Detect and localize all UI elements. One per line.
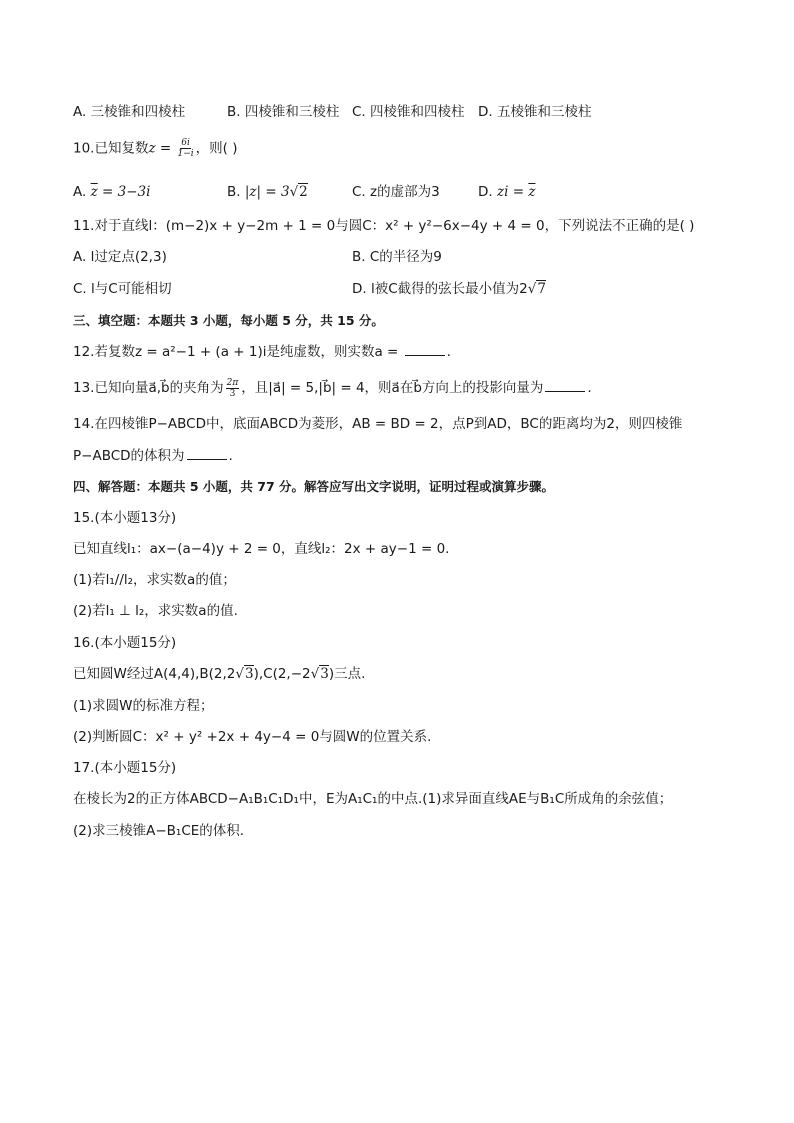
q16-sqrt-2: √3	[310, 666, 329, 682]
q13-text-mid: ，且|a⃗| = 5,|b⃗| = 4，则a⃗在b⃗方向上的投影向量为	[241, 380, 544, 396]
section-3-heading: 三、填空题：本题共 3 小题，每小题 5 分，共 15 分。	[73, 313, 384, 328]
q9-option-b: B. 四棱锥和三棱柱	[227, 104, 340, 120]
q12-stem	[73, 341, 451, 362]
q11-option-d	[352, 279, 546, 299]
q16-sqrt-2-radicand: 3	[320, 666, 329, 682]
section-4-heading: 四、解答题：本题共 5 小题，共 77 分。解答应写出文字说明，证明过程或演算步骤。	[73, 479, 555, 494]
q17-heading: 17.(本小题15分)	[73, 760, 177, 776]
q10-frac-den: 1−i	[177, 149, 194, 159]
q16-stem	[73, 664, 365, 684]
q17-line-2: (2)求三棱锥A−B₁CE的体积.	[73, 823, 245, 839]
q15-part-1: (1)若l₁//l₂，求实数a的值；	[73, 572, 236, 588]
q13-period: .	[587, 380, 592, 396]
q11-option-b: B. C的半径为9	[352, 249, 442, 265]
q14-text: P−ABCD的体积为	[73, 448, 185, 464]
q16-stem-pre: 已知圆W经过A(4,4),B(2,2	[73, 666, 236, 682]
q14-answer-blank[interactable]	[187, 445, 227, 460]
q13-fraction	[226, 378, 240, 399]
q12-answer-blank[interactable]	[405, 341, 445, 356]
q11-sqrt-radicand: 7	[537, 281, 546, 297]
q10-sqrt: √2	[289, 184, 308, 200]
q10-option-c-text: z的虚部为3	[370, 184, 440, 200]
q10-option-d-label: D.	[478, 184, 497, 200]
q11-option-c: C. l与C可能相切	[73, 281, 172, 297]
q10-option-b	[227, 182, 308, 202]
q11-option-a: A. l过定点(2,3)	[73, 249, 167, 265]
q10-stem	[73, 138, 237, 159]
q10-option-a-expr: = 3−3i	[102, 184, 151, 200]
q12-text: 12.若复数z = a²−1 + (a + 1)i是纯虚数，则实数a =	[73, 344, 403, 360]
q14-line-1: 14.在四棱锥P−ABCD中，底面ABCD为菱形，AB = BD = 2，点P到AD，BC的距离均为2，则四棱锥	[73, 416, 683, 432]
q17-line-1: 在棱长为2的正方体ABCD−A₁B₁C₁D₁中，E为A₁C₁的中点.(1)求异面直线AE与B₁C所成角的余弦值；	[73, 791, 673, 807]
q14-period: .	[228, 448, 233, 464]
q10-frac-num: 6i	[181, 138, 190, 148]
q10-fraction	[178, 138, 194, 159]
q16-part-2: (2)判断圆C：x² + y² +2x + 4y−4 = 0与圆W的位置关系.	[73, 729, 432, 745]
q16-sqrt-1-radicand: 3	[245, 666, 254, 682]
q10-option-d	[478, 182, 535, 202]
q9-option-a: A. 三棱锥和四棱柱	[73, 104, 186, 120]
q10-option-c	[352, 182, 440, 202]
q10-option-a	[73, 182, 150, 202]
q13-frac-num: 2π	[226, 377, 239, 388]
q9-option-d: D. 五棱锥和三棱柱	[478, 104, 592, 120]
q10-z-eq: z =	[148, 140, 176, 157]
q16-stem-post: )三点.	[328, 666, 366, 682]
q13-stem	[73, 377, 592, 399]
q16-sqrt-1: √3	[235, 666, 254, 682]
q13-frac-den: 3	[229, 388, 236, 399]
q14-line-2	[73, 445, 233, 466]
q11-stem: 11.对于直线l：(m−2)x + y−2m + 1 = 0与圆C：x² + y²−6x−4y + 4 = 0，下列说法不正确的是( )	[73, 218, 695, 234]
q9-option-c: C. 四棱锥和四棱柱	[352, 104, 465, 120]
q16-stem-mid: ),C(2,−2	[253, 666, 311, 682]
q15-heading: 15.(本小题13分)	[73, 510, 177, 526]
q11-sqrt: √7	[527, 281, 546, 297]
q10-stem-pre: 10.已知复数	[73, 140, 149, 157]
q16-part-1: (1)求圆W的标准方程；	[73, 698, 214, 714]
q12-period: .	[446, 344, 451, 360]
q10-z-bar-d: $\overline{z}$	[528, 184, 536, 200]
q10-option-a-label: A.	[73, 184, 91, 200]
q13-answer-blank[interactable]	[545, 377, 585, 392]
q10-option-c-label: C.	[352, 184, 371, 200]
q10-stem-post: ，则( )	[195, 140, 238, 157]
q13-text-pre: 13.已知向量a⃗,b⃗的夹角为	[73, 380, 224, 396]
q15-stem: 已知直线l₁：ax−(a−4)y + 2 = 0，直线l₂：2x + ay−1 = 0.	[73, 541, 450, 557]
q10-option-d-expr: zi =	[496, 184, 529, 200]
q10-option-b-label: B.	[227, 184, 245, 200]
q10-option-b-expr: |z| = 3	[244, 184, 290, 200]
q10-z-bar: $\overline{z}$	[90, 184, 98, 200]
q10-sqrt-radicand: 2	[299, 184, 308, 200]
q15-part-2: (2)若l₁ ⊥ l₂，求实数a的值.	[73, 603, 238, 619]
q16-heading: 16.(本小题15分)	[73, 635, 177, 651]
q11-option-d-text: D. l被C截得的弦长最小值为2	[352, 281, 528, 297]
